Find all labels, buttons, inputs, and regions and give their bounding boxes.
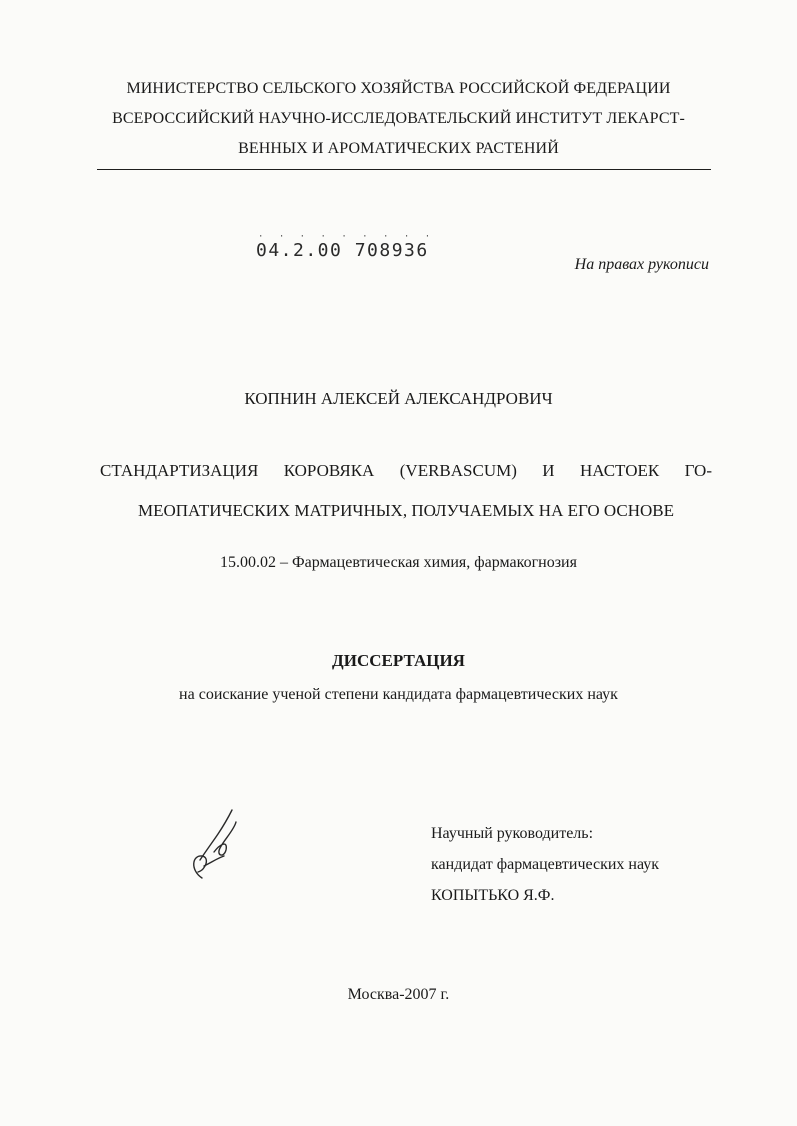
supervisor-role: Научный руководитель: [431,825,594,842]
degree-statement: на соискание ученой степени кандидата фармацевтических наук [179,686,618,703]
stamp-dots: · · · · · · · · · [258,232,436,242]
header-line-institute-cont: ВЕННЫХ И АРОМАТИЧЕСКИХ РАСТЕНИЙ [238,140,559,157]
title-line-1: СТАНДАРТИЗАЦИЯ КОРОВЯКА (VERBASCUM) И НАСТОЕК ГО- [100,461,712,480]
header-line-ministry: МИНИСТЕРСТВО СЕЛЬСКОГО ХОЗЯЙСТВА РОССИЙСКОЙ ФЕДЕРАЦИИ [126,80,671,97]
supervisor-rank: кандидат фармацевтических наук [431,856,660,873]
ministry-header [0,74,797,164]
handwritten-signature [184,800,244,890]
header-divider [97,169,711,170]
supervisor-block [431,818,659,911]
city-year: Москва-2007 г. [347,986,450,1003]
header-line-institute: ВСЕРОССИЙСКИЙ НАУЧНО-ИССЛЕДОВАТЕЛЬСКИЙ ИНСТИТУТ ЛЕКАРСТ- [112,110,685,127]
author-name: КОПНИН АЛЕКСЕЙ АЛЕКСАНДРОВИЧ [244,389,553,408]
title-line-2: МЕОПАТИЧЕСКИХ МАТРИЧНЫХ, ПОЛУЧАЕМЫХ НА ЕГО ОСНОВЕ [137,501,675,520]
library-stamp-number: 04.2.00 708936 [256,240,429,261]
specialty-code: 15.00.02 – Фармацевтическая химия, фармакогнозия [220,554,577,571]
supervisor-name: КОПЫТЬКО Я.Ф. [431,887,555,904]
rights-note: На правах рукописи [574,256,709,273]
document-type: ДИССЕРТАЦИЯ [332,651,465,670]
dissertation-title [100,451,712,531]
